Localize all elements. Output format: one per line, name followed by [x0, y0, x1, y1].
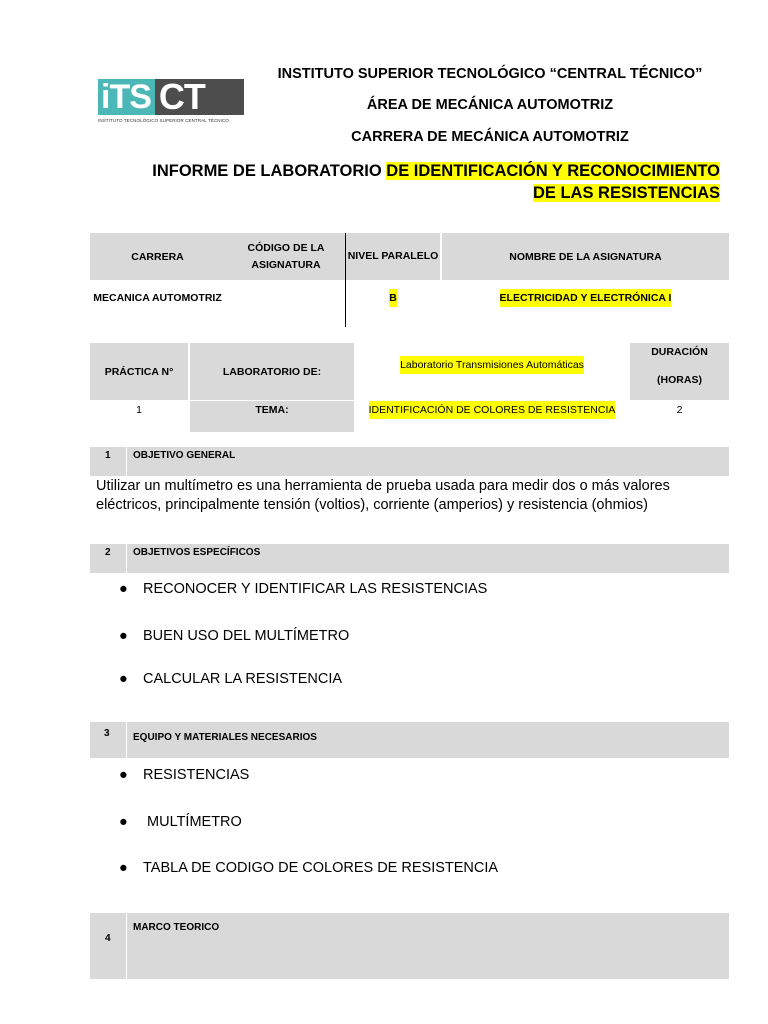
section-2-number: 2 — [105, 547, 111, 558]
table2-laboratorio-label: LABORATORIO DE: — [222, 365, 322, 378]
bullet-icon: ● — [119, 814, 128, 830]
header-institute: INSTITUTO SUPERIOR TECNOLÓGICO “CENTRAL TÉCNICO” — [277, 66, 703, 82]
section-1-number: 1 — [105, 450, 111, 461]
list-item — [119, 671, 342, 687]
list-item — [119, 628, 349, 644]
report-title-highlight-2: DE LAS RESISTENCIAS — [532, 184, 720, 202]
report-title-line2 — [533, 184, 720, 203]
table2-tema-text: IDENTIFICACIÓN DE COLORES DE RESISTENCIA — [369, 401, 616, 419]
table2-laboratorio-text: Laboratorio Transmisiones Automáticas — [400, 356, 584, 374]
section-4-number: 4 — [105, 933, 111, 944]
table2-practica-value: 1 — [136, 404, 142, 416]
table2-duracion-value: 2 — [676, 404, 683, 416]
material-1: RESISTENCIAS — [143, 767, 250, 783]
table1-carrera-value: MECANICA AUTOMOTRIZ — [93, 291, 222, 304]
table1-nivel-value — [347, 280, 439, 316]
list-item — [119, 581, 487, 597]
logo-ct: CT — [155, 79, 244, 115]
section-4-divider — [126, 913, 127, 979]
section-1-divider — [126, 447, 127, 476]
header-area: ÁREA DE MECÁNICA AUTOMOTRIZ — [366, 97, 614, 113]
report-title-highlight-1: DE IDENTIFICACIÓN Y RECONOCIMIENTO — [386, 162, 720, 180]
section-1-label: OBJETIVO GENERAL — [133, 450, 236, 461]
table1-header-codigo: CÓDIGO DE LA ASIGNATURA — [247, 241, 325, 271]
table2-tema-label: TEMA: — [255, 404, 289, 416]
table1-header-nombre: NOMBRE DE LA ASIGNATURA — [509, 250, 662, 263]
table1-header-nivel: NIVEL PARALELO — [347, 250, 439, 262]
report-title-line1 — [152, 162, 720, 181]
bullet-icon: ● — [119, 860, 128, 876]
material-2: MULTÍMETRO — [143, 814, 242, 830]
section-3-divider — [126, 722, 127, 758]
section-3-number: 3 — [104, 728, 110, 739]
institute-logo — [98, 76, 244, 127]
logo-subtitle: INSTITUTO TECNOLÓGICO SUPERIOR CENTRAL TÉCNICO — [98, 118, 229, 123]
header-carrera: CARRERA DE MECÁNICA AUTOMOTRIZ — [351, 129, 629, 145]
report-title-plain: INFORME DE LABORATORIO — [152, 162, 387, 180]
table2-tema-value — [356, 401, 628, 419]
bullet-icon: ● — [119, 767, 128, 783]
bullet-icon: ● — [119, 628, 128, 644]
table1-nivel-text: B — [389, 289, 397, 307]
list-item — [119, 814, 242, 830]
table2-practica-label: PRÁCTICA N° — [104, 365, 174, 378]
section-3-label: EQUIPO Y MATERIALES NECESARIOS — [133, 732, 317, 743]
section-2-divider — [126, 544, 127, 573]
table1-codigo-value — [226, 280, 346, 316]
objetivo-especifico-1: RECONOCER Y IDENTIFICAR LAS RESISTENCIAS — [143, 581, 488, 597]
objetivo-general-text: Utilizar un multímetro es una herramienta de prueba usada para medir dos o más valores eléctricos, principalmente tensión (voltios), corriente (amperios) y resistencia (ohmios) — [96, 478, 670, 513]
objetivo-especifico-3: CALCULAR LA RESISTENCIA — [143, 671, 343, 687]
bullet-icon: ● — [119, 671, 128, 687]
table1-nombre-text: ELECTRICIDAD Y ELECTRÓNICA I — [500, 289, 672, 307]
table1-header-carrera: CARRERA — [131, 250, 184, 263]
material-3: TABLA DE CODIGO DE COLORES DE RESISTENCIA — [143, 860, 499, 876]
table2-duracion-label: DURACIÓN — [651, 346, 708, 358]
objetivo-especifico-2: BUEN USO DEL MULTÍMETRO — [143, 628, 350, 644]
logo-its: iTS — [98, 79, 155, 115]
table2-horas-label: (HORAS) — [657, 374, 702, 386]
table1-nombre-value — [442, 280, 729, 316]
section-2-label: OBJETIVOS ESPECÍFICOS — [133, 547, 261, 558]
list-item — [119, 860, 498, 876]
bullet-icon: ● — [119, 581, 128, 597]
table2-laboratorio-value — [356, 343, 628, 387]
list-item — [119, 767, 249, 783]
section-4-label: MARCO TEORICO — [133, 922, 220, 933]
